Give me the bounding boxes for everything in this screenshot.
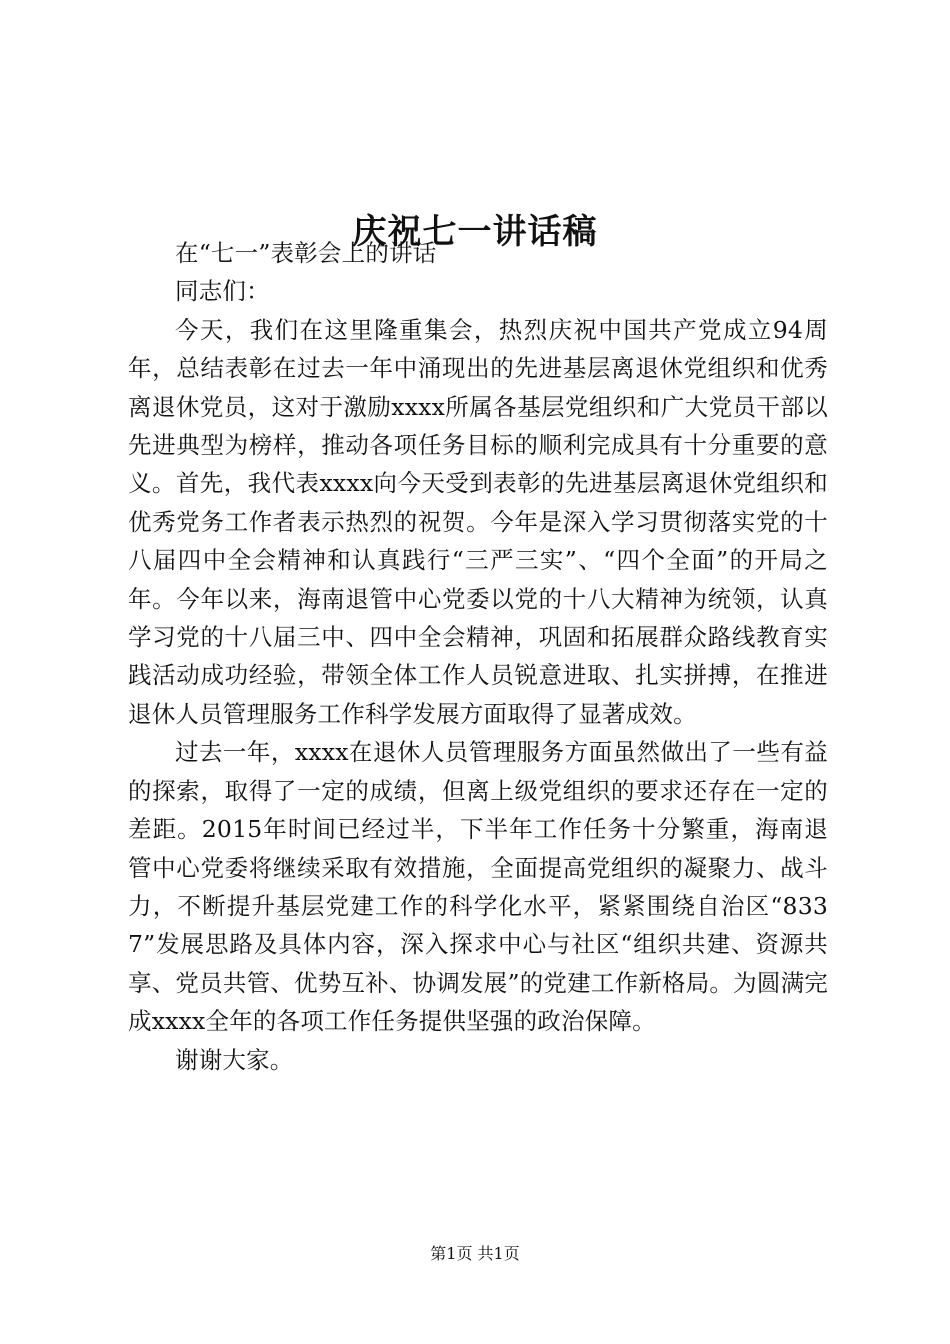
closing-remark: 谢谢大家。	[175, 1045, 294, 1074]
body-paragraph: 过去一年，xxxx在退休人员管理服务方面虽然做出了一些有益的探索，取得了一定的成绩，但离上级党组织的要求还存在一定的差距。2015年时间已经过半，下半年工作任务十分繁重，海南退管中心党委将继续采取有效措施，全面提高党组织的凝聚力、战斗力，不断提升基层党建工作的科学化水平，紧紧围绕自治区“8337”发展思路及具体内容，深入探求中心与社区“组织共建、资源共享、党员共管、优势互补、协调发展”的党建工作新格局。为圆满完成xxxx全年的各项工作任务提供坚强的政治保障。	[128, 738, 828, 1036]
speech-subtitle: 在“七一”表彰会上的讲话	[175, 239, 437, 267]
body-paragraph: 今天，我们在这里隆重集会，热烈庆祝中国共产党成立94周年，总结表彰在过去一年中涌现出的先进基层离退休党组织和优秀离退休党员，这对于激励xxxx所属各基层党组织和广大党员干部以先进典型为榜样，推动各项任务目标的顺利完成具有十分重要的意义。首先，我代表xxxx向今天受到表彰的先进基层离退休党组织和优秀党务工作者表示热烈的祝贺。今年是深入学习贯彻落实党的十八届四中全会精神和认真践行“三严三实”、“四个全面”的开局之年。今年以来，海南退管中心党委以党的十八大精神为统领，认真学习党的十八届三中、四中全会精神，巩固和拓展群众路线教育实践活动成功经验，带领全体工作人员锐意进取、扎实拼搏，在推进退休人员管理服务工作科学发展方面取得了显著成效。	[128, 315, 828, 728]
document-title: 庆祝七一讲话稿	[352, 211, 598, 252]
document-body	[128, 234, 828, 1079]
salutation: 同志们：	[175, 277, 270, 306]
page-footer: 第1页 共1页	[430, 1244, 520, 1263]
